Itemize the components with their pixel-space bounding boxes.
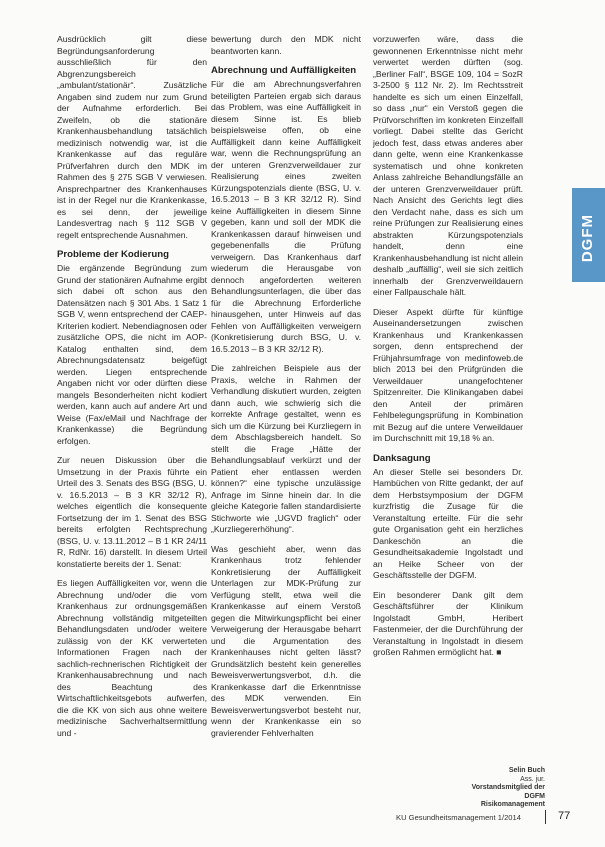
paragraph: Für die am Abrechnungsverfahren beteiligten Parteien ergab sich daraus das Problem, was eine Auffälligkeit in diesem Sinne ist. Es blieb beispielsweise offen, ob eine Auffälligkeit dann keine Auffälligkeit war, wenn die Rechnungsprüfung an der unteren Grenzverweildauer zur Realisierung eines zweiten Kürzungspotenzials diente (BSG, U. v. 16.5.2013 – B 3 KR 32/12 R). Sind keine Auffälligkeiten in diesem Sinne gegeben, kann und soll der MDK die Krankenkassen darauf hinweisen und gegebenenfalls die Prüfung verweigern. Das Krankenhaus darf wiederum die Herausgabe von dennoch angeforderten weiteren Behandlungsunterlagen, die über das für die Abrechnung Erforderliche hinausgehen, unter Hinweis auf das Fehlen von Auffälligkeiten verweigern (Konkretisierung durch BSG, U. v. 16.5.2013 – B 3 KR 32/12 R).	[211, 79, 361, 354]
section-heading: Danksagung	[373, 452, 431, 464]
paragraph: Ausdrücklich gilt diese Begründungsanforderung ausschließlich für den Abgrenzungsbereich „ambulant/stationär“. Zusätzliche Angaben sind zudem nur zum Grund der Aufnahme erforderlich. Bei Zweifeln, ob die stationäre Krankenhausbehandlung tatsächlich medizinisch notwendig war, ist die Krankenkasse auf das reguläre Prüfverfahren durch den MDK im Rahmen des § 275 SGB V verwiesen. Ansprechpartner des Krankenhauses ist in der Regel nur die Krankenkasse, es sei denn, der jeweilige Landesvertrag nach § 112 SGB V regelt entsprechende Ausnahmen.	[57, 34, 207, 240]
section-tab-label: DGFM	[579, 214, 596, 263]
author-signature	[453, 767, 545, 810]
paragraph: Was geschieht aber, wenn das Krankenhaus trotz fehlender Konkretisierung der Auffälligkeit Unterlagen zur MDK-Prüfung zur Verfügung stellt, etwa weil die Krankenkasse auf einem Verstoß gegen die Mitwirkungspflicht bei einer Verweigerung der Herausgabe beharrt und die Argumentation des Krankenhauses nicht gelten lässt? Grundsätzlich besteht kein generelles Beweisverwertungsverbot, d.h. die Krankenkasse darf die Erkenntnisse des MDK verwenden. Ein Beweisverwertungsverbot besteht nur, wenn der Krankenkasse ein so gravierender Fehlverhalten	[211, 543, 361, 738]
author-role-1: Vorstandsmitglied der DGFM	[471, 784, 545, 800]
text-column-1	[57, 34, 207, 747]
paragraph: Es liegen Auffälligkeiten vor, wenn die Abrechnung und/oder die vom Krankenhaus zur ordnungsgemäßen Abrechnung vollständig mitgeteilten Behandlungsdaten und/oder weitere zulässig von der KK verwerteten Informationen Fragen nach der sachlich-rechnerischen Richtigkeit der Krankenhausabrechnung und nach des Beachtung des Wirtschaftlichkeitsgebots aufwerfen, die die KK von sich aus ohne weitere medizinische Sachverhaltsermittlung und -	[57, 578, 207, 738]
section-heading: Probleme der Kodierung	[57, 249, 169, 260]
paragraph: Die ergänzende Begründung zum Grund der stationären Aufnahme ergibt sich dabei oft schon aus den Datensätzen nach § 301 Abs. 1 Satz 1 SGB V, wenn entsprechend der CAEP-Kriterien kodiert. Nebendiagnosen oder zusätzliche OPS, die nicht im AOP-Katalog enthalten sind, dem Abrechnungsdatensatz beigefügt werden. Liegen entsprechende Angaben nicht vor oder dürften diese mangels Besonderheiten nicht kodiert werden, kann auch auf andere Art und Weise (Fax/eMail und Nachfrage der Krankenkasse) die Begründung erfolgen.	[57, 263, 207, 446]
text-column-3	[373, 34, 523, 667]
section-heading: Abrechnung und Auffälligkeiten	[211, 65, 357, 76]
footer-divider	[545, 810, 546, 824]
footer-publication: KU Gesundheitsmanagement 1/2014	[396, 813, 521, 822]
paragraph: Ein besonderer Dank gilt dem Geschäftsführer der Klinikum Ingolstadt GmbH, Heribert Fastenmeier, der die Durchführung der Veranstaltung in Ingolstadt in diesem großen Rahmen ermöglicht hat. ■	[373, 589, 523, 657]
paragraph: An dieser Stelle sei besonders Dr. Hambüchen von Ritte gedankt, der auf dem Herbstsymposium der DGFM kurzfristig die Zusage für die Veranstaltung erteilte. Für die sehr gute Organisation geht ein herzliches Dankeschön an die Gesundheitsakademie Ingolstadt und an Heike Scheer von der Geschäftsstelle der DGFM.	[373, 466, 523, 580]
section-tab	[572, 188, 605, 282]
author-title: Ass. jur.	[520, 775, 545, 783]
text-column-2	[211, 34, 361, 747]
paragraph: bewertung durch den MDK nicht beantworten kann.	[211, 34, 361, 56]
paragraph: vorzuwerfen wäre, dass die gewonnenen Erkenntnisse nicht mehr verwertet werden dürften (sog. „Berliner Fall“, BSGE 109, 104 = SozR 3-2500 § 112 Nr. 2). Im Rechtsstreit handelte es sich um einen Einzelfall, so dass „nur“ ein Verstoß gegen die Prüfvorschriften im konkreten Einzelfall vorliegt. Dabei stellte das Gericht jedoch fest, dass etwas anderes aber dann gelte, wenn eine Krankenkasse systematisch und ohne konkreten Anlass zahlreiche Behandlungsfälle an der unteren Grenzverweildauer prüft. Nach Ansicht des Gerichts legt dies den Verdacht nahe, dass es sich um reine Prüfungen zur Realisierung eines abstrakten Kürzungspotenzials handelt, denn eine Krankenhausbehandlung ist nicht allein deshalb „auffällig“, weil sie sich zeitlich innerhalb der Grenzverweildauern einer Fallpauschale hält.	[373, 34, 523, 297]
paragraph: Die zahlreichen Beispiele aus der Praxis, welche in Rahmen der Verhandlung diskutiert wurden, zeigten dann auch, wie schwierig sich die korrekte Anfrage gestaltet, wenn es sich um die Kürzung bei Kurzliegern in dem Abschlagsbereich handelt. So stellt die Frage „Hätte der Behandlungsablauf verkürzt und der Patient eher entlassen werden können?“ eine typische unzulässige Anfrage im Sinne hinein dar. In die gleiche Kategorie fallen standardisierte Stichworte wie „UGVD fraglich“ oder „Kurzliegererhöhung“.	[211, 363, 361, 534]
author-name: Selin Buch	[508, 767, 545, 774]
page-number: 77	[558, 810, 571, 822]
author-role-2: Risikomanagement	[480, 801, 545, 808]
paragraph: Zur neuen Diskussion über die Umsetzung in der Praxis führte ein Urteil des 3. Senats des BSG (BSG, U. v. 16.5.2013 – B 3 KR 32/12 R), welches eigentlich die konsequente Fortsetzung der im 1. Senat des BSG bereits erfolgten Rechtsprechung (BSG, U. v. 13.11.2012 – B 1 KR 24/11 R, RdNr. 16) darstellt. In diesem Urteil konstatierte bereits der 1. Senat:	[57, 455, 207, 569]
paragraph: Dieser Aspekt dürfte für künftige Auseinandersetzungen zwischen Krankenhaus und Krankenkassen sorgen, denn entsprechend der Frühjahrsumfrage von medinfoweb.de blich 2013 bei den Prüfgründen die Verweildauer unangefochtener Spitzenreiter. Die Klinikangaben dabei den Anteil der primären Fehlbelegungsprüfung in Kombination mit Bezug auf die untere Verweildauer im Durchschnitt mit 19,18 % an.	[373, 306, 523, 443]
